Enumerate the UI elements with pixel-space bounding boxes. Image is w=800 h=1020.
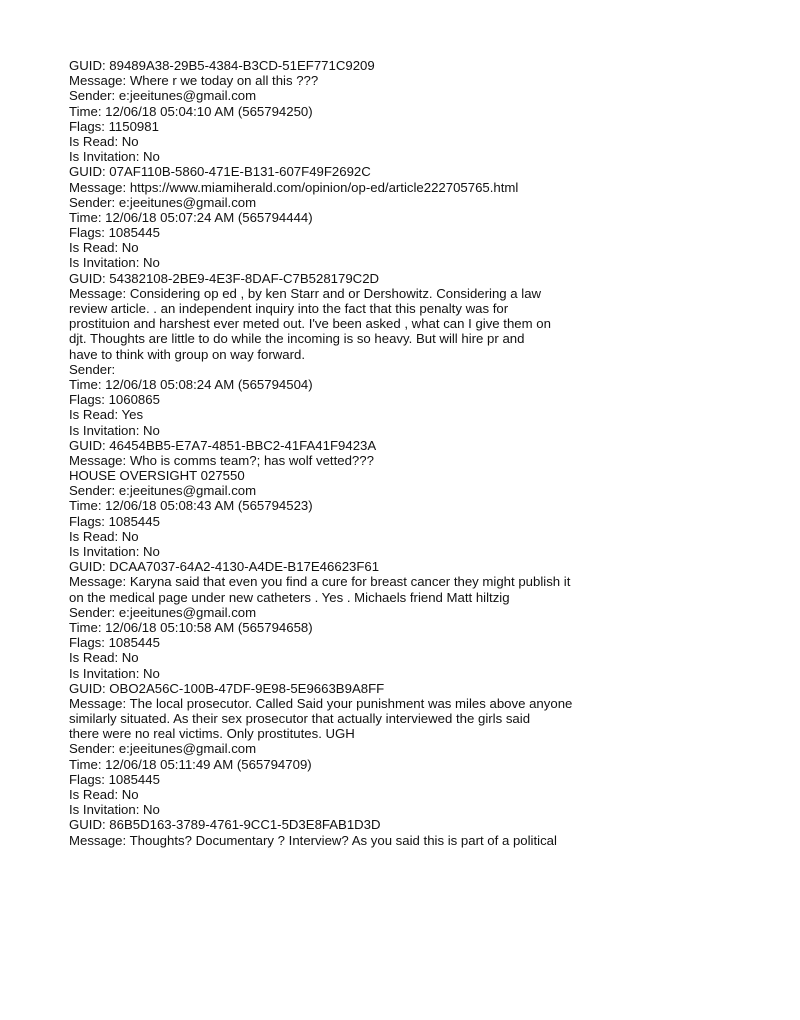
text-line: Flags: 1085445 xyxy=(69,225,160,241)
text-line: Sender: e:jeeitunes@gmail.com xyxy=(69,194,257,210)
text-line: Message: https://www.miamiherald.com/opinion/op-ed/article222705765.html xyxy=(69,179,519,195)
text-line: Message: Where r we today on all this ??? xyxy=(69,73,319,89)
text-line: there were no real victims. Only prostitutes. UGH xyxy=(69,726,355,742)
text-line: Is Read: No xyxy=(69,650,139,666)
text-line: GUID: 07AF110B-5860-471E-B131-607F49F2692C xyxy=(69,164,371,180)
text-line: Time: 12/06/18 05:08:24 AM (565794504) xyxy=(69,376,313,392)
text-line: review article. . an independent inquiry into the fact that this penalty was for xyxy=(69,301,509,316)
text-line: Flags: 1060865 xyxy=(69,392,160,408)
text-line: Sender: e:jeeitunes@gmail.com xyxy=(69,741,257,757)
text-line: Is Invitation: No xyxy=(69,149,160,165)
text-line: GUID: OBO2A56C-100B-47DF-9E98-5E9663B9A8FF xyxy=(69,680,385,696)
text-line: Is Invitation: No xyxy=(69,665,160,681)
text-line: djt. Thoughts are little to do while the incoming is so heavy. But will hire pr and xyxy=(69,331,525,347)
text-line: GUID: 89489A38-29B5-4384-B3CD-51EF771C9209 xyxy=(69,58,375,73)
text-line: Flags: 1085445 xyxy=(69,635,160,651)
text-line: Is Invitation: No xyxy=(69,544,160,559)
text-line: GUID: 46454BB5-E7A7-4851-BBC2-41FA41F9423A xyxy=(69,437,377,453)
text-line: Message: Considering op ed , by ken Starr and or Dershowitz. Considering a law xyxy=(69,285,542,301)
text-line: Time: 12/06/18 05:10:58 AM (565794658) xyxy=(69,619,313,635)
text-line: Sender: e:jeeitunes@gmail.com xyxy=(69,88,257,104)
text-line: Is Read: No xyxy=(69,787,139,802)
text-line: Time: 12/06/18 05:08:43 AM (565794523) xyxy=(69,498,313,514)
text-line: Time: 12/06/18 05:04:10 AM (565794250) xyxy=(69,103,313,119)
text-line: Is Invitation: No xyxy=(69,802,160,818)
text-line: Is Invitation: No xyxy=(69,255,160,271)
text-line: Sender: xyxy=(69,361,116,377)
text-line: Message: The local prosecutor. Called Said your punishment was miles above anyone xyxy=(69,695,573,711)
text-line: GUID: 54382108-2BE9-4E3F-8DAF-C7B528179C2D xyxy=(69,270,380,286)
text-line: Is Read: No xyxy=(69,528,139,544)
bates-stamp: HOUSE OVERSIGHT 027550 xyxy=(69,468,245,484)
text-line: Sender: e:jeeitunes@gmail.com xyxy=(69,483,257,499)
text-line: Is Read: No xyxy=(69,240,139,256)
text-line: Flags: 1085445 xyxy=(69,513,160,529)
text-line: Sender: e:jeeitunes@gmail.com xyxy=(69,604,257,620)
text-line: Message: Karyna said that even you find a cure for breast cancer they might publish it xyxy=(69,574,571,590)
document-body xyxy=(69,58,669,848)
text-line: GUID: DCAA7037-64A2-4130-A4DE-B17E46623F61 xyxy=(69,559,380,575)
text-line: Is Read: No xyxy=(69,133,139,149)
text-line: similarly situated. As their sex prosecutor that actually interviewed the girls said xyxy=(69,711,531,727)
text-line: GUID: 86B5D163-3789-4761-9CC1-5D3E8FAB1D3D xyxy=(69,817,381,833)
text-line: Message: Who is comms team?; has wolf vetted??? xyxy=(69,452,374,468)
text-line: Time: 12/06/18 05:11:49 AM (565794709) xyxy=(69,756,312,772)
text-line: on the medical page under new catheters . Yes . Michaels friend Matt hiltzig xyxy=(69,589,510,605)
text-line: Flags: 1085445 xyxy=(69,771,160,787)
text-line: Is Invitation: No xyxy=(69,422,160,438)
text-line: Flags: 1150981 xyxy=(69,118,159,134)
text-line: Time: 12/06/18 05:07:24 AM (565794444) xyxy=(69,209,313,225)
text-line: Message: Thoughts? Documentary ? Interview? As you said this is part of a political xyxy=(69,832,557,848)
text-line: have to think with group on way forward. xyxy=(69,346,306,362)
text-line: prostituion and harshest ever meted out. I've been asked , what can I give them on xyxy=(69,316,551,332)
text-line: Is Read: Yes xyxy=(69,407,144,423)
